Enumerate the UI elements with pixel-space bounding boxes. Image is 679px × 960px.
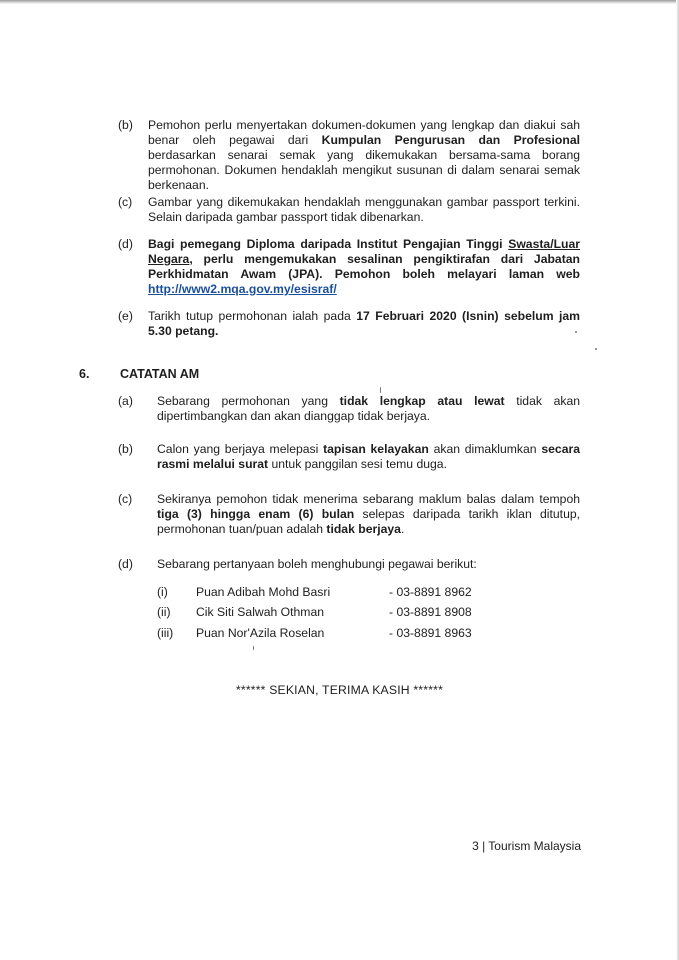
item-d-underlined: Swasta/Luar Negara — [148, 237, 580, 266]
catatan-c-bold-2: tidak berjaya — [326, 522, 401, 536]
catatan-b-text — [157, 442, 580, 472]
contact-3-phone: - 03-8891 8963 — [389, 626, 472, 640]
contact-1-name: Puan Adibah Mohd Basri — [196, 585, 331, 599]
catatan-c-bold-1: tiga (3) hingga enam (6) bulan — [157, 507, 355, 521]
catatan-d-label: (d) — [118, 557, 133, 571]
catatan-a-text-1: Sebarang permohonan yang — [157, 394, 340, 408]
item-b-label: (b) — [118, 118, 133, 132]
catatan-c-text-5: . — [400, 522, 405, 536]
contact-1-num: (i) — [157, 585, 168, 599]
item-b-text — [148, 118, 580, 193]
footer-page-number: 3 | Tourism Malaysia — [472, 839, 581, 853]
section-number: 6. — [79, 367, 90, 381]
catatan-a-text-3: tidak akan dipertimbangkan dan akan dianggap tidak berjaya. — [157, 394, 580, 423]
catatan-b-text-5: untuk panggilan sesi temu duga. — [268, 457, 447, 471]
scan-speck — [253, 646, 254, 650]
contact-2-phone: - 03-8891 8908 — [389, 605, 472, 619]
section-title: CATATAN AM — [120, 367, 200, 381]
catatan-c-text — [157, 492, 580, 537]
catatan-b-bold-1: tapisan kelayakan — [323, 442, 429, 456]
item-c-text: Gambar yang dikemukakan hendaklah menggunakan gambar passport terkini. Selain daripada gambar passport tidak dibenarkan. — [148, 195, 580, 224]
contact-2-num: (ii) — [157, 605, 171, 619]
catatan-c-text-3: selepas daripada tarikh iklan ditutup, permohonan tuan/puan adalah — [157, 507, 581, 536]
catatan-a-bold: tidak lengkap atau lewat — [339, 394, 505, 408]
contact-3-num: (iii) — [157, 626, 174, 640]
catatan-b-bold-2: secara rasmi melalui surat — [157, 442, 580, 471]
catatan-b-text-1: Calon yang berjaya melepasi — [157, 442, 324, 456]
contact-1-phone: - 03-8891 8962 — [389, 585, 472, 599]
item-d-label: (d) — [118, 237, 133, 251]
item-b-bold: Kumpulan Pengurusan dan Profesional — [321, 133, 580, 147]
catatan-b-label: (b) — [118, 442, 133, 456]
scan-speck — [380, 387, 381, 393]
item-e-text-1: Tarikh tutup permohonan ialah pada — [148, 309, 357, 323]
item-e-bold: 17 Februari 2020 (Isnin) sebelum jam 5.30 petang. — [148, 309, 580, 338]
item-d-text-3: , perlu mengemukakan sesalinan pengiktirafan dari Jabatan Perkhidmatan Awam (JPA). Pemohon boleh melayari laman web — [148, 252, 580, 281]
closing-text: ****** SEKIAN, TERIMA KASIH ****** — [235, 683, 444, 697]
item-d-text-1: Bagi pemegang Diploma daripada Institut Pengajian Tinggi — [148, 237, 509, 251]
item-d-text — [148, 237, 580, 297]
catatan-d-text: Sebarang pertanyaan boleh menghubungi pegawai berikut: — [157, 557, 477, 571]
catatan-c-label: (c) — [118, 492, 133, 506]
scan-speck — [575, 331, 577, 333]
item-c-label: (c) — [118, 195, 133, 209]
esisraf-link[interactable]: http://www2.mqa.gov.my/esisraf/ — [148, 282, 337, 296]
catatan-b-text-3: akan dimaklumkan — [428, 442, 542, 456]
item-e-label: (e) — [118, 309, 133, 323]
item-e-text — [148, 309, 580, 339]
item-b-text-3: berdasarkan senarai semak yang dikemukakan bersama-sama borang permohonan. Dokumen hendaklah mengikut susunan di dalam senarai semak berkenaan. — [148, 148, 580, 192]
scan-top-edge — [0, 0, 679, 4]
catatan-a-text — [157, 394, 580, 424]
contact-3-name: Puan Nor'Azila Roselan — [196, 626, 325, 640]
scan-speck — [595, 348, 597, 350]
catatan-a-label: (a) — [118, 394, 133, 408]
catatan-c-text-1: Sekiranya pemohon tidak menerima sebarang maklum balas dalam tempoh — [157, 492, 580, 506]
item-b-text-1: Pemohon perlu menyertakan dokumen-dokumen yang lengkap dan diakui sah benar oleh pegawai dari — [148, 118, 580, 147]
contact-2-name: Cik Siti Salwah Othman — [196, 605, 325, 619]
